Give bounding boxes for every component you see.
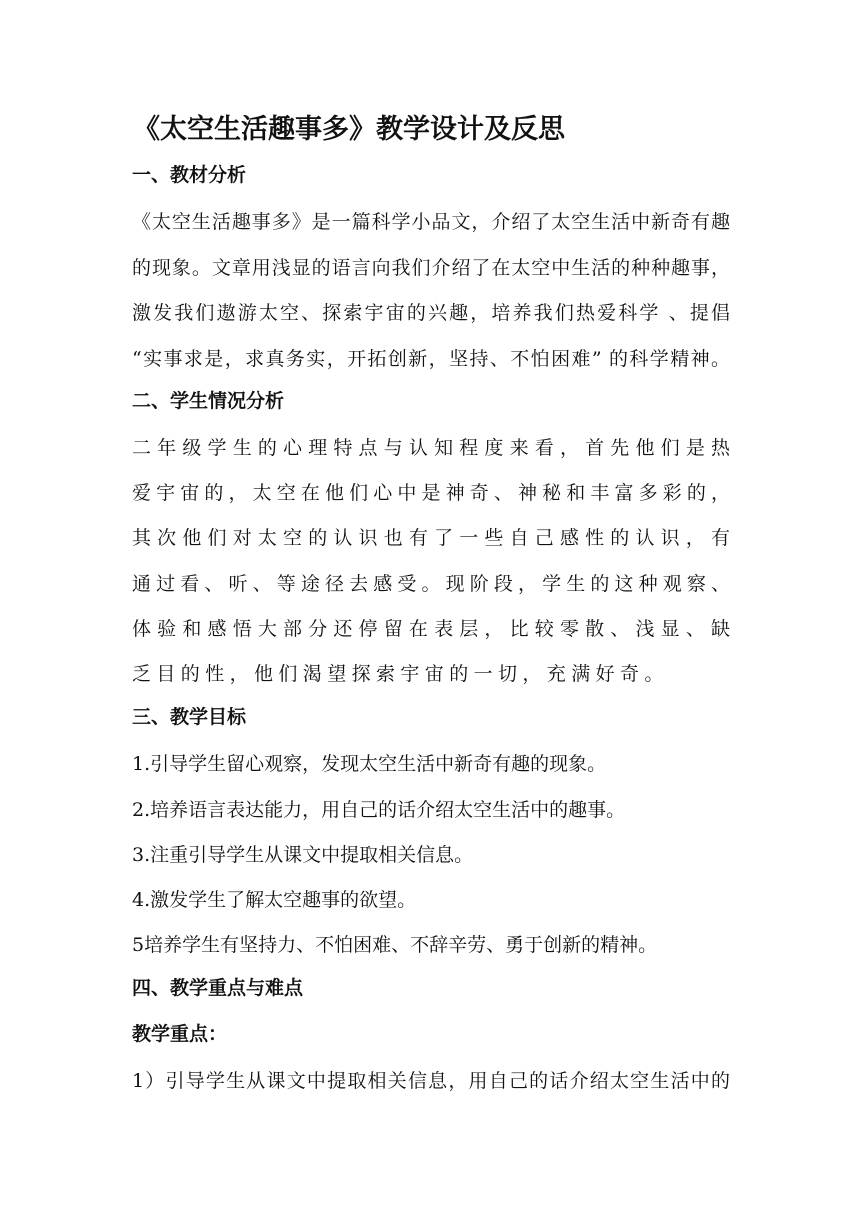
paragraph-line: 激发我们遨游太空、探索宇宙的兴趣，培养我们热爱科学 、提倡 [132, 302, 730, 324]
list-item: 3.注重引导学生从课文中提取相关信息。 [132, 844, 474, 866]
list-item: 1）引导学生从课文中提取相关信息，用自己的话介绍太空生活中的 [132, 1070, 730, 1092]
paragraph-line: 爱宇宙的，太空在他们心中是神奇、神秘和丰富多彩的， [132, 482, 730, 504]
section-heading: 三、教学目标 [132, 706, 247, 728]
paragraph-line: “实事求是，求真务实，开拓创新，坚持、不怕困难” 的科学精神。 [132, 348, 730, 370]
paragraph-line: 其次他们对太空的认识也有了一些自己感性的认识，有 [132, 527, 730, 549]
paragraph-line: 《太空生活趣事多》是一篇科学小品文，介绍了太空生活中新奇有趣 [132, 211, 730, 233]
section-heading: 一、教材分析 [132, 164, 247, 186]
paragraph-line: 乏目的性，他们渴望探索宇宙的一切，充满好奇。 [132, 663, 669, 685]
section-heading: 二、学生情况分析 [132, 390, 285, 412]
paragraph-line: 通过看、听、等途径去感受。现阶段，学生的这种观察、 [132, 573, 730, 595]
list-item: 1.引导学生留心观察，发现太空生活中新奇有趣的现象。 [132, 753, 607, 775]
document-title: 《太空生活趣事多》教学设计及反思 [133, 114, 565, 145]
list-item: 2.培养语言表达能力，用自己的话介绍太空生活中的趣事。 [132, 799, 626, 821]
paragraph-line: 的现象。文章用浅显的语言向我们介绍了在太空中生活的种种趣事， [132, 257, 730, 279]
list-item: 4.激发学生了解太空趣事的欲望。 [132, 889, 417, 911]
section-heading: 四、教学重点与难点 [132, 977, 304, 999]
paragraph-line: 体验和感悟大部分还停留在表层，比较零散、浅显、缺 [132, 618, 730, 640]
subsection-heading: 教学重点： [132, 1023, 228, 1045]
paragraph-line: 二年级学生的心理特点与认知程度来看，首先他们是热 [132, 437, 730, 459]
list-item: 5培养学生有坚持力、不怕困难、不辞辛劳、勇于创新的精神。 [132, 934, 658, 956]
